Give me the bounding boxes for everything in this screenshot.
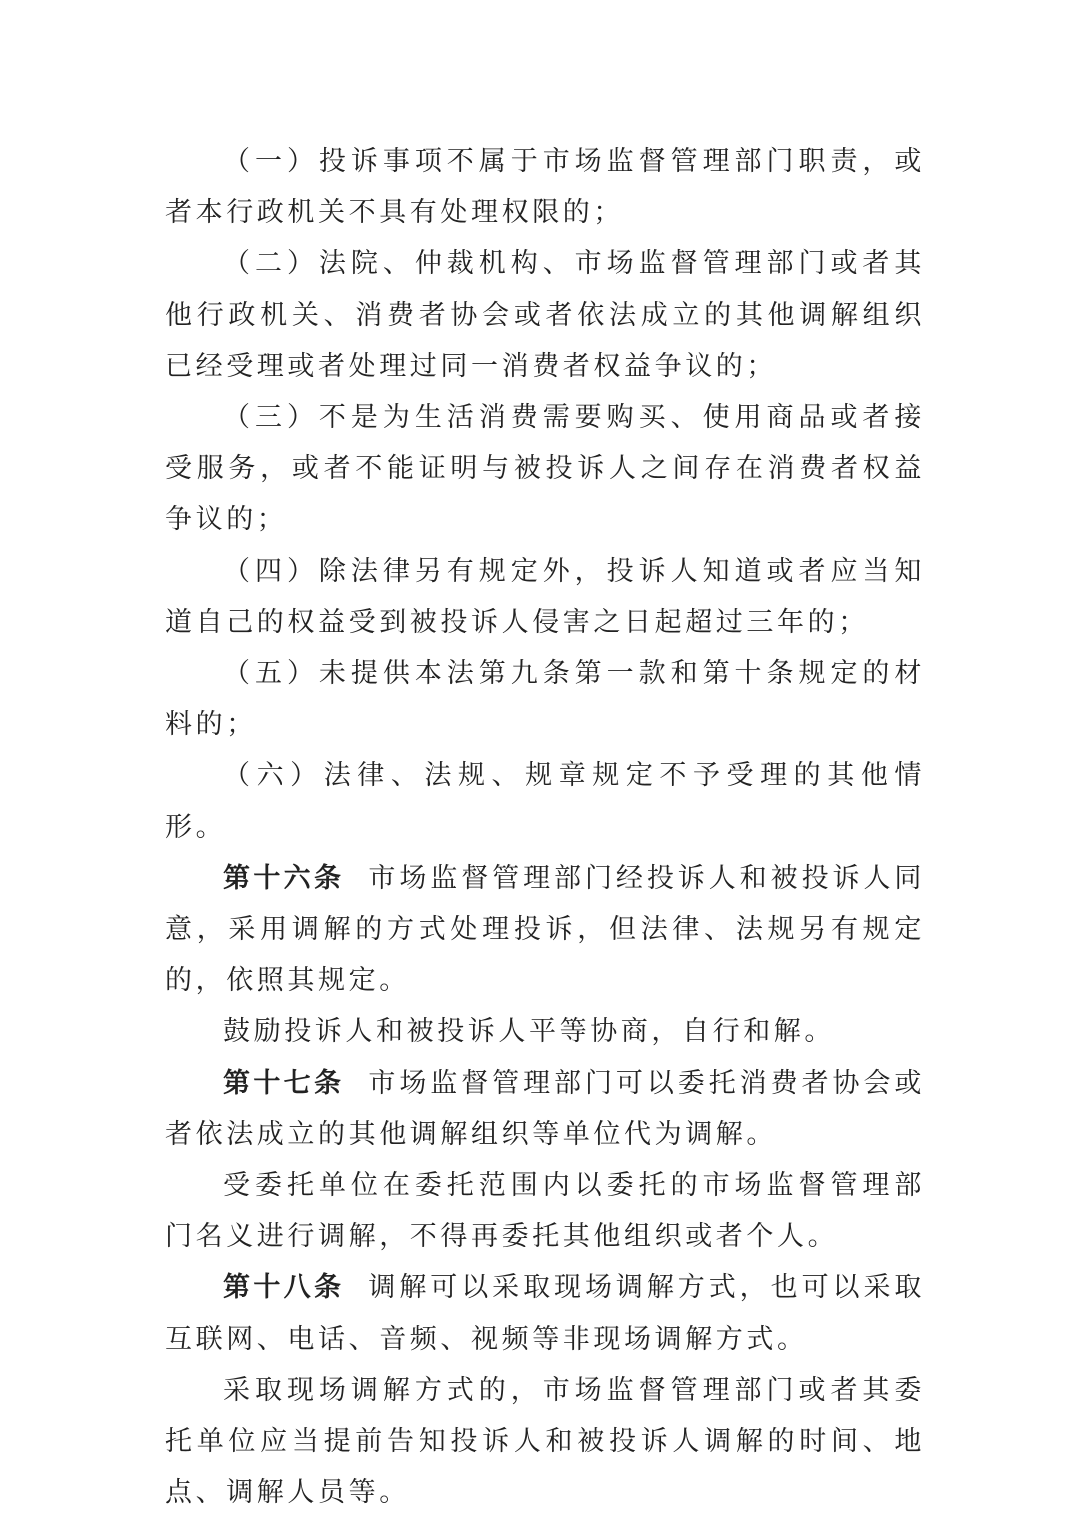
clause-2-text: （二）法院、仲裁机构、市场监督管理部门或者其他行政机关、消费者协会或者依法成立的其他调解组织已经受理或者处理过同一消费者权益争议的； bbox=[165, 248, 925, 382]
article-17-para-2-text: 受委托单位在委托范围内以委托的市场监督管理部门名义进行调解，不得再委托其他组织或者个人。 bbox=[165, 1170, 925, 1253]
clause-1-text: （一）投诉事项不属于市场监督管理部门职责，或者本行政机关不具有处理权限的； bbox=[165, 146, 925, 229]
article-17-text: 市场监督管理部门可以委托消费者协会或者依法成立的其他调解组织等单位代为调解。 bbox=[165, 1067, 925, 1150]
article-16-title: 第十六条 bbox=[223, 862, 345, 894]
article-16-para-2-text: 鼓励投诉人和被投诉人平等协商，自行和解。 bbox=[223, 1016, 835, 1048]
article-16-text: 市场监督管理部门经投诉人和被投诉人同意，采用调解的方式处理投诉，但法律、法规另有规定的，依照其规定。 bbox=[165, 862, 925, 997]
clause-4 bbox=[165, 546, 925, 648]
article-17 bbox=[165, 1058, 925, 1160]
article-17-title: 第十七条 bbox=[223, 1067, 345, 1099]
clause-1 bbox=[165, 136, 925, 238]
clause-2 bbox=[165, 238, 925, 392]
clause-5 bbox=[165, 648, 925, 750]
clause-3-text: （三）不是为生活消费需要购买、使用商品或者接受服务，或者不能证明与被投诉人之间存在消费者权益争议的； bbox=[165, 402, 925, 536]
document-body bbox=[165, 136, 925, 1518]
clause-3 bbox=[165, 392, 925, 546]
article-16 bbox=[165, 853, 925, 1007]
article-16-para-2 bbox=[165, 1006, 925, 1057]
article-18-para-2 bbox=[165, 1365, 925, 1519]
article-18-title: 第十八条 bbox=[223, 1272, 345, 1304]
clause-6 bbox=[165, 750, 925, 852]
article-18 bbox=[165, 1262, 925, 1364]
article-18-text: 调解可以采取现场调解方式，也可以采取互联网、电话、音频、视频等非现场调解方式。 bbox=[165, 1272, 925, 1355]
article-18-para-2-text: 采取现场调解方式的，市场监督管理部门或者其委托单位应当提前告知投诉人和被投诉人调解的时间、地点、调解人员等。 bbox=[165, 1374, 925, 1509]
article-17-para-2 bbox=[165, 1160, 925, 1262]
clause-4-text: （四）除法律另有规定外，投诉人知道或者应当知道自己的权益受到被投诉人侵害之日起超过三年的； bbox=[165, 555, 925, 638]
clause-6-text: （六）法律、法规、规章规定不予受理的其他情形。 bbox=[165, 760, 925, 843]
clause-5-text: （五）未提供本法第九条第一款和第十条规定的材料的； bbox=[165, 658, 925, 741]
